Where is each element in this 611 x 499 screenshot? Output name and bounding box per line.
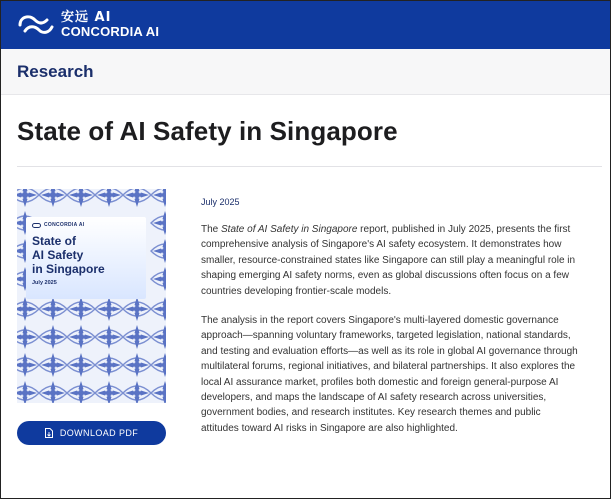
cover-brand-text: CONCORDIA AI [44, 222, 85, 228]
cover-title-line-3: in Singapore [32, 262, 105, 276]
page-title: State of AI Safety in Singapore [17, 116, 398, 146]
report-title-italic: State of AI Safety in Singapore [221, 224, 358, 235]
file-download-icon [45, 428, 53, 438]
publication-date: July 2025 [201, 197, 240, 207]
paragraph-1-intro: The [201, 224, 222, 235]
logo-english-text: CONCORDIA AI [61, 24, 160, 39]
logo-wordmark[interactable] [61, 11, 159, 38]
concordia-logo-icon[interactable] [17, 11, 55, 39]
cover-date: July 2025 [32, 280, 57, 286]
top-navigation-bar [1, 1, 610, 49]
cover-title [32, 234, 140, 276]
logo-chinese-text: 安远 AI [61, 10, 112, 26]
paragraph-2: The analysis in the report covers Singapore's multi-layered domestic governance approach—spanning voluntary frameworks, targeted legislation, national standards, and testing and evaluation efforts—as well as its role in global AI governance through multilateral forums, regional initiatives, and bilateral partnerships. It also explores the local AI assurance market, profiles both domestic and foreign general-purpose AI developers, and maps the landscape of AI safety research across universities, government bodies, and research institutes. Key research themes and public attitudes toward AI risks in Singapore are also highlighted. [201, 315, 578, 434]
cover-logo-icon [32, 223, 41, 228]
title-divider [17, 166, 602, 167]
cover-brand [32, 222, 140, 228]
section-header [1, 49, 610, 95]
section-title-link[interactable]: Research [17, 62, 94, 81]
cover-title-line-2: AI Safety [32, 248, 84, 262]
paragraph-1 [201, 222, 581, 299]
paragraph-1-body: report, published in July 2025, presents the first comprehensive analysis of Singapore's AI safety ecosystem. It demonstrates how smaller, resource-constrained states like Singapore can still play a meaningful role in shaping emerging AI safety norms, even as global discussions often focus on a few countries developing frontier-scale models. [201, 224, 576, 297]
download-pdf-button[interactable] [17, 421, 166, 445]
cover-title-line-1: State of [32, 234, 77, 248]
report-cover-image[interactable] [17, 189, 166, 403]
cover-title-card [26, 217, 146, 299]
article-body [201, 197, 581, 436]
download-pdf-label: DOWNLOAD PDF [59, 428, 139, 438]
